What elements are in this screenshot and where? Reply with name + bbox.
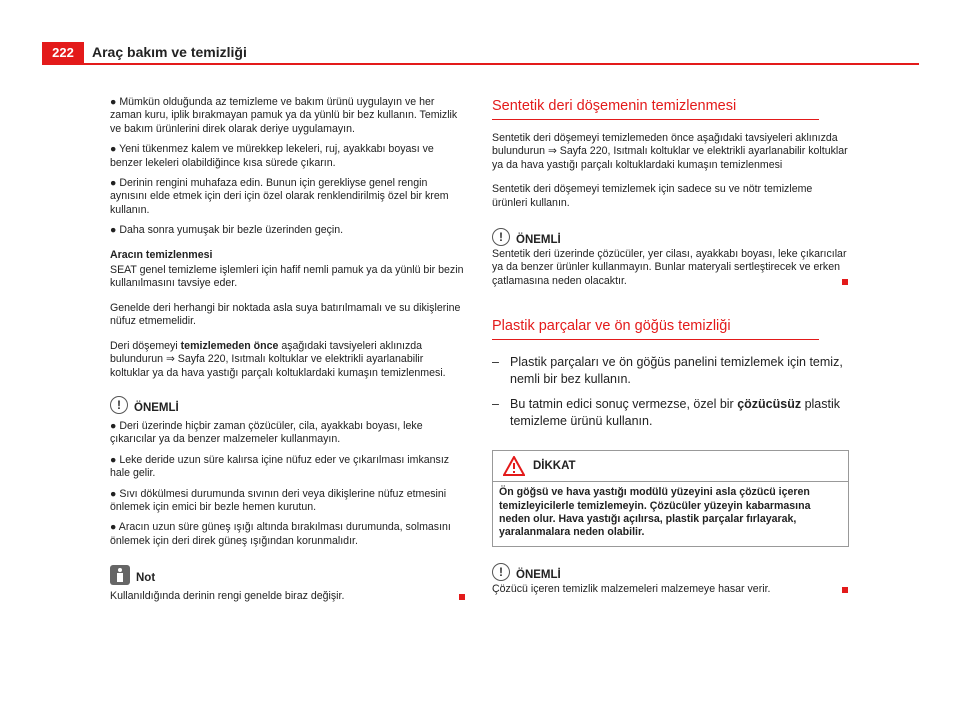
section-end-mark [842, 587, 848, 593]
warning-label: DİKKAT [533, 460, 576, 473]
notice-bullet: ● Leke deride uzun süre kalırsa içine nüfuz eder ve çıkarılması imkansız hale gelir. [110, 453, 450, 480]
paragraph: Sentetik deri döşemeyi temizlemek için sadece su ve nötr temizleme ürünleri kullanın. [492, 183, 813, 209]
note-icon [110, 565, 130, 585]
header-rule [42, 63, 919, 65]
page-header [42, 42, 919, 64]
note-heading [110, 564, 465, 586]
bullet-item: ● Mümkün olduğunda az temizleme ve bakım ürünü uygulayın ve her zaman kuru, iplik bırakmayan pamuk ya da yünlü bir bez kullanın. Temizlik ve bakım ürünlerini direk olarak deriye uygulamayın. [110, 96, 458, 135]
notice-heading [492, 226, 848, 248]
page-title: Araç bakım ve temizliği [92, 44, 247, 60]
notice-text: Sentetik deri üzerinde çözücüler, yer cilası, ayakkabı boyası, leke çıkarıcılar ya da benzer ürünler kullanmayın. Bunlar materyali sertleştirecek ve erken çatlamasına neden olacaktır. [492, 248, 847, 287]
paragraph: SEAT genel temizleme işlemleri için hafif nemli pamuk ya da yünlü bir bezin kullanılmasını tavsiye eder. [110, 264, 464, 290]
notice-label: ÖNEMLİ [134, 401, 179, 414]
notice-label: ÖNEMLİ [516, 568, 561, 581]
paragraph: Genelde deri herhangi bir noktada asla suya batırılmamalı ve su dikişlerine nüfuz etmemelidir. [110, 301, 461, 328]
notice-bullet: ● Sıvı dökülmesi durumunda sıvının deri veya dikişlerine nüfuz etmesini önlemek için emici bir bezle hemen kurutun. [110, 487, 447, 513]
section-end-mark [842, 279, 848, 285]
notice-heading [492, 561, 848, 583]
list-item: – Bu tatmin edici sonuç vermezse, özel bir çözücüsüz plastik temizleme ürünü kullanın. [492, 397, 840, 428]
section-end-mark [459, 594, 465, 600]
exclamation-icon: ! [492, 563, 510, 581]
notice-bullet: ● Deri üzerinde hiçbir zaman çözücüler, cila, ayakkabı boyası, leke çıkarıcılar ya da benzer malzemeler kullanmayın. [110, 419, 423, 446]
bullet-item: ● Yeni tükenmez kalem ve mürekkep lekeleri, ruj, ayakkabı boyası ve benzer lekeleri olabildiğince kısa sürede çıkarın. [110, 143, 434, 169]
page-number: 222 [42, 42, 84, 64]
bullet-item: ● Derinin rengini muhafaza edin. Bunun için gerekliyse genel rengin aynısını elde etmek için deri için özel olarak renklendirilmiş özel bir krem kullanın. [110, 177, 449, 216]
warning-text: Ön göğsü ve hava yastığı modülü yüzeyini asla çözücü içeren temizleyicilerle temizlemeyin. Çözücüler yüzeyin kabarmasına neden olur. Hava yastığı açılırsa, plastik parçalar fırlayarak, yaralanmalara neden olabilir. [499, 486, 811, 539]
warning-triangle-icon [503, 456, 525, 476]
notice-heading [110, 394, 465, 416]
exclamation-icon: ! [110, 396, 128, 414]
paragraph: Sentetik deri döşemeyi temizlemeden önce aşağıdaki tavsiyeleri aklınızda bulundurun ⇒ Sayfa 220, Isıtmalı koltuklar ve elektrikli ayarlanabilir koltuklar ya da hava yastığı parçalı koltuklardaki kumaşın temizlenmesi [492, 132, 848, 171]
notice-label: ÖNEMLİ [516, 234, 561, 247]
right-column [492, 98, 848, 596]
list-item: – Plastik parçaları ve ön göğüs panelini temizlemek için temiz, nemli bir bez kullanın. [492, 355, 843, 386]
exclamation-icon: ! [492, 228, 510, 246]
left-column [110, 96, 465, 604]
notice-bullet: ● Aracın uzun süre güneş ışığı altında bırakılması durumunda, solmasını önlemek için deri direk güneş ışığından korunmalıdır. [110, 521, 451, 547]
section-title: Sentetik deri döşemenin temizlenmesi [492, 98, 819, 120]
note-label: Not [136, 572, 156, 585]
notice-text: Çözücü içeren temizlik malzemeleri malzemeye hasar verir. [492, 582, 771, 595]
warning-box [492, 450, 849, 547]
bullet-item: ● Daha sonra yumuşak bir bezle üzerinden geçin. [110, 224, 344, 237]
paragraph: Deri döşemeyi temizlemeden önce aşağıdaki tavsiyeleri aklınızda bulundurun ⇒ Sayfa 220, Isıtmalı koltuklar ve elektrikli ayarlanabilir koltuklar ya da hava yastığı parçalı koltuklardaki kumaşın temizlenmesi. [110, 339, 446, 379]
note-text: Kullanıldığında derinin rengi genelde biraz değişir. [110, 590, 345, 603]
warning-heading [493, 451, 848, 482]
section-title: Plastik parçalar ve ön göğüs temizliği [492, 318, 819, 340]
subheading: Aracın temizlenmesi [110, 248, 213, 261]
